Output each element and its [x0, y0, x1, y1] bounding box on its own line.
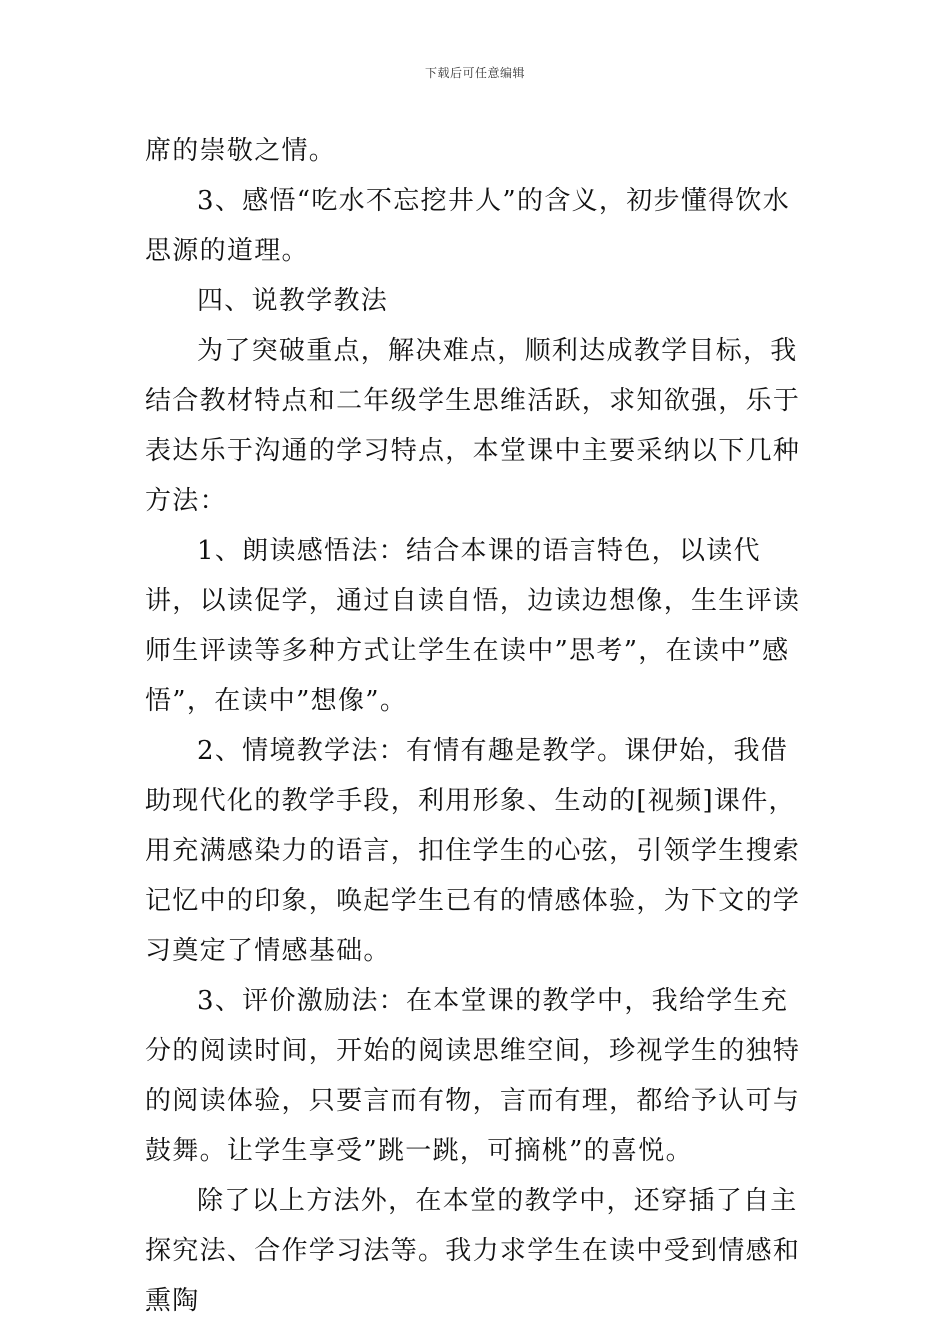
paragraph: 3、评价激励法：在本堂课的教学中，我给学生充分的阅读时间，开始的阅读思维空间，珍视学生的独特的阅读体验，只要言而有物，言而有理，都给予认可与鼓舞。让学生享受”跳一跳，可摘桃”的喜悦。 — [145, 986, 801, 1166]
document-body — [145, 126, 807, 1326]
section-heading: 四、说教学教法 — [197, 286, 389, 316]
paragraph: 1、朗读感悟法：结合本课的语言特色，以读代讲，以读促学，通过自读自悟，边读边想像，生生评读师生评读等多种方式让学生在读中”思考”，在读中”感悟”，在读中”想像”。 — [145, 536, 801, 716]
paragraph: 2、情境教学法：有情有趣是教学。课伊始，我借助现代化的教学手段，利用形象、生动的[视频]课件，用充满感染力的语言，扣住学生的心弦，引领学生搜索记忆中的印象，唤起学生已有的情感体验，为下文的学习奠定了情感基础。 — [145, 736, 801, 966]
paragraph: 席的崇敬之情。 — [145, 136, 337, 166]
header-note: 下载后可任意编辑 — [424, 66, 525, 80]
paragraph: 除了以上方法外，在本堂的教学中，还穿插了自主探究法、合作学习法等。我力求学生在读中受到情感和熏陶 — [145, 1186, 801, 1316]
paragraph: 3、感悟“吃水不忘挖井人”的含义，初步懂得饮水思源的道理。 — [145, 186, 791, 266]
paragraph: 为了突破重点，解决难点，顺利达成教学目标，我结合教材特点和二年级学生思维活跃，求知欲强，乐于表达乐于沟通的学习特点，本堂课中主要采纳以下几种方法： — [145, 336, 801, 516]
